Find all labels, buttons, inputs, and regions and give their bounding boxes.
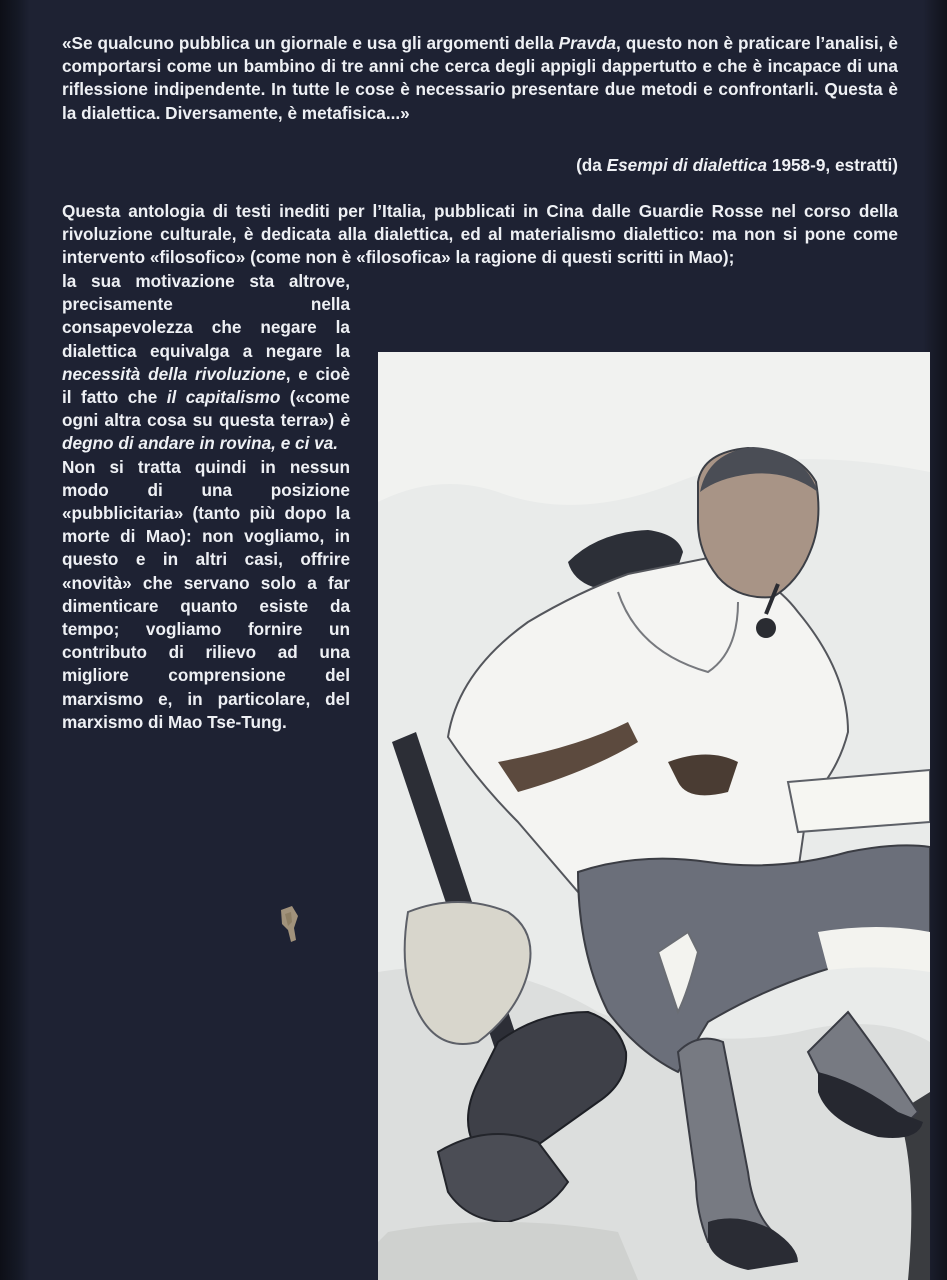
quote-part-1: «Se qualcuno pubblica un giornale e usa gli argomenti della (62, 33, 559, 53)
citation-title: Esempi di dialettica (606, 155, 768, 175)
quote-pravda: Pravda (558, 33, 616, 53)
epigraph-citation (62, 154, 898, 177)
quote-part-2: , questo non è praticare l’analisi, è comportarsi come un bambino di tre anni che cerca degli appigli dappertutto e che è incapace di una riflessione indipendente. In tutte le cose è necessario presentare due metodi e confrontarli. Questa è la dialettica. Diversamente, è metafisica...» (62, 33, 898, 123)
intro-paragraph: Questa antologia di testi inediti per l’Italia, pubblicati in Cina dalle Guardie Rosse nel corso della rivoluzione culturale, è dedicata alla dialettica, ed al materialismo dialettico: ma non si pone come intervento «filosofico» (come non è «filosofica» la ragione di questi scritti in Mao); (62, 201, 898, 268)
column-paragraph-1 (62, 270, 350, 456)
cover-left-edge (0, 0, 30, 1280)
column-p1-c: («come ogni altra cosa su questa terra») (62, 387, 350, 431)
column-p1-a: la sua motivazione sta altrove, precisamente nella consapevolezza che negare la dialettica equivalga a negare la (62, 271, 350, 361)
paper-speck (276, 904, 302, 944)
citation-suffix: 1958-9, estratti) (767, 155, 898, 175)
illustration-man-reading (378, 352, 930, 1280)
column-p1-emphasis-1: necessità della rivoluzione (62, 363, 286, 384)
column-p1-emphasis-2: il capitalismo (166, 387, 281, 408)
column-p1-emphasis-3: è degno di andare in rovina, e ci va. (62, 410, 350, 454)
epigraph-quote (62, 32, 898, 125)
column-paragraph-2: Non si tratta quindi in nessun modo di una posizione «pubblicitaria» (tanto più dopo la morte di Mao): non vogliamo, in questo e in altri casi, offrire «novità» che servano solo a far dimenticare quanto esiste da tempo; vogliamo fornire un contributo di rilievo ad una migliore comprensione del marxismo e, in particolare, del marxismo di Mao Tse-Tung. (62, 456, 350, 732)
column-text (62, 270, 350, 734)
citation-prefix: (da (576, 155, 607, 175)
column-p1-b: , e cioè il fatto che (62, 363, 351, 408)
